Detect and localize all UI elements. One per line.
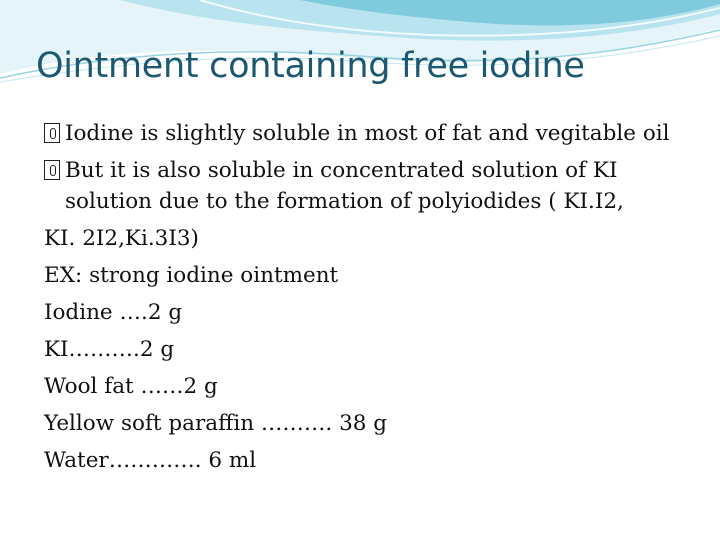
bullet-icon bbox=[44, 123, 60, 143]
bullet-text: Iodine is slightly soluble in most of fat and vegitable oil bbox=[65, 121, 670, 146]
bullet-text: But it is also soluble in concentrated solution of KI solution due to the formation of polyiodides ( KI.I2, bbox=[65, 158, 624, 214]
slide-title: Ointment containing free iodine bbox=[36, 46, 585, 86]
bullet-item bbox=[44, 155, 684, 217]
bullet-icon bbox=[44, 160, 60, 180]
bullet-item bbox=[44, 118, 684, 149]
example-heading: EX: strong iodine ointment bbox=[44, 263, 339, 288]
ingredient-line: KI……….2 g bbox=[44, 337, 175, 362]
slide-body bbox=[44, 118, 684, 482]
formula-line: KI. 2I2,Ki.3I3) bbox=[44, 226, 199, 251]
ingredient-line: Water…………. 6 ml bbox=[44, 448, 257, 473]
ingredient-line: Wool fat ……2 g bbox=[44, 374, 218, 399]
ingredient-line: Yellow soft paraffin ………. 38 g bbox=[44, 411, 388, 436]
ingredient-line: Iodine ….2 g bbox=[44, 300, 183, 325]
